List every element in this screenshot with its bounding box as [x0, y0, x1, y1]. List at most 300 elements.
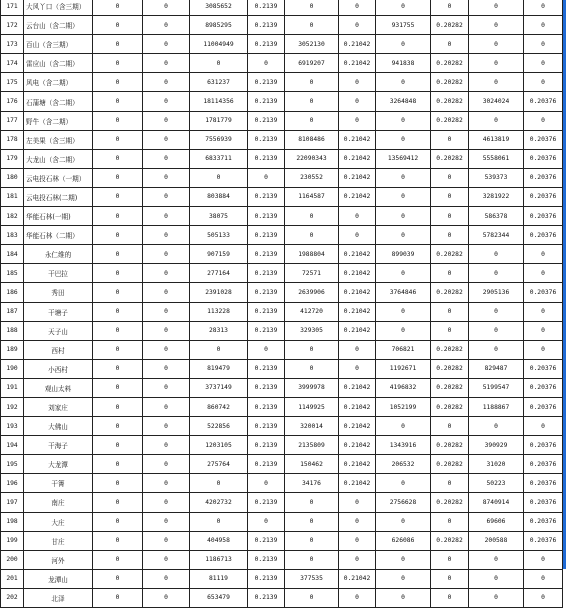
value-cell: 539373: [469, 168, 524, 187]
value-cell: 0: [285, 359, 339, 378]
row-number-cell: 171: [1, 0, 24, 16]
value-cell: 0: [469, 16, 524, 35]
value-cell: 706821: [376, 340, 431, 359]
value-cell: 0: [93, 226, 143, 245]
station-name-cell: 华能石林(一期): [24, 207, 93, 226]
table-row: [1, 187, 563, 206]
value-cell: 3737149: [190, 378, 248, 397]
value-cell: 0: [376, 264, 431, 283]
value-cell: 0: [376, 207, 431, 226]
value-cell: 5199547: [469, 378, 524, 397]
value-cell: 0.2139: [248, 264, 285, 283]
value-cell: 0: [339, 16, 376, 35]
row-number-cell: 199: [1, 531, 24, 550]
table-row: [1, 54, 563, 73]
value-cell: 0: [431, 0, 469, 16]
row-number-cell: 195: [1, 455, 24, 474]
row-number-cell: 177: [1, 111, 24, 130]
value-cell: 22090343: [285, 149, 339, 168]
row-number-cell: 186: [1, 283, 24, 302]
row-number-cell: 201: [1, 569, 24, 588]
value-cell: 0: [376, 168, 431, 187]
row-number-cell: 193: [1, 417, 24, 436]
value-cell: 0: [376, 550, 431, 569]
value-cell: 3764846: [376, 283, 431, 302]
value-cell: 0: [431, 207, 469, 226]
value-cell: 0.20376: [524, 187, 563, 206]
value-cell: 0: [190, 340, 248, 359]
value-cell: 0: [143, 207, 190, 226]
station-name-cell: 大风丫口（含三期）: [24, 0, 93, 16]
value-cell: 0: [143, 73, 190, 92]
value-cell: 0: [431, 264, 469, 283]
value-cell: 4196832: [376, 378, 431, 397]
value-cell: 0.20376: [524, 207, 563, 226]
value-cell: 0.20376: [524, 359, 563, 378]
station-name-cell: 秀田: [24, 283, 93, 302]
value-cell: 0: [431, 187, 469, 206]
value-cell: 8740914: [469, 493, 524, 512]
value-cell: 2905136: [469, 283, 524, 302]
value-cell: 0: [143, 92, 190, 111]
value-cell: 0: [143, 264, 190, 283]
value-cell: 50223: [469, 474, 524, 493]
value-cell: 931755: [376, 16, 431, 35]
value-cell: 0: [93, 569, 143, 588]
value-cell: 0: [190, 54, 248, 73]
row-number-cell: 178: [1, 130, 24, 149]
value-cell: 0: [376, 73, 431, 92]
value-cell: 0: [143, 321, 190, 340]
value-cell: 0.21042: [339, 436, 376, 455]
value-cell: 0: [524, 417, 563, 436]
value-cell: 38075: [190, 207, 248, 226]
value-cell: 329305: [285, 321, 339, 340]
value-cell: 0.20282: [431, 436, 469, 455]
value-cell: 0: [431, 569, 469, 588]
value-cell: 0: [143, 245, 190, 264]
value-cell: 72571: [285, 264, 339, 283]
value-cell: 0.2139: [248, 531, 285, 550]
value-cell: 0: [376, 474, 431, 493]
value-cell: 0: [143, 550, 190, 569]
value-cell: 0: [285, 550, 339, 569]
table-row: [1, 550, 563, 569]
value-cell: 0: [93, 187, 143, 206]
value-cell: 0: [339, 92, 376, 111]
value-cell: 1164587: [285, 187, 339, 206]
station-name-cell: 左美果（含三期）: [24, 130, 93, 149]
value-cell: 0: [93, 111, 143, 130]
value-cell: 0: [469, 569, 524, 588]
value-cell: 0: [376, 321, 431, 340]
value-cell: 0: [469, 340, 524, 359]
value-cell: 0: [285, 111, 339, 130]
value-cell: 18114356: [190, 92, 248, 111]
value-cell: 0: [431, 130, 469, 149]
value-cell: 0: [93, 16, 143, 35]
value-cell: 0: [93, 149, 143, 168]
value-cell: 1052199: [376, 397, 431, 416]
value-cell: 113228: [190, 302, 248, 321]
value-cell: 3264848: [376, 92, 431, 111]
value-cell: 0.2139: [248, 35, 285, 54]
value-cell: 0: [524, 35, 563, 54]
value-cell: 0: [93, 359, 143, 378]
table-row: [1, 207, 563, 226]
station-name-cell: 南庄: [24, 493, 93, 512]
row-number-cell: 176: [1, 92, 24, 111]
value-cell: 0.20282: [431, 283, 469, 302]
value-cell: 0: [285, 493, 339, 512]
station-name-cell: 干海子: [24, 436, 93, 455]
value-cell: 0.21042: [339, 245, 376, 264]
station-name-cell: 小西村: [24, 359, 93, 378]
table-row: [1, 264, 563, 283]
table-row: [1, 35, 563, 54]
value-cell: 0: [248, 168, 285, 187]
value-cell: 0: [431, 512, 469, 531]
row-number-cell: 173: [1, 35, 24, 54]
value-cell: 0: [143, 455, 190, 474]
station-name-cell: 云电投石林（一期）: [24, 168, 93, 187]
value-cell: 31020: [469, 455, 524, 474]
row-number-cell: 192: [1, 397, 24, 416]
value-cell: 0.20282: [431, 16, 469, 35]
value-cell: 0: [376, 588, 431, 607]
table-row: [1, 474, 563, 493]
value-cell: 0.20376: [524, 512, 563, 531]
value-cell: 0: [431, 417, 469, 436]
row-number-cell: 175: [1, 73, 24, 92]
value-cell: 0: [285, 340, 339, 359]
value-cell: 0: [143, 378, 190, 397]
value-cell: 0.2139: [248, 302, 285, 321]
value-cell: 8108486: [285, 130, 339, 149]
value-cell: 0.20282: [431, 493, 469, 512]
row-number-cell: 188: [1, 321, 24, 340]
value-cell: 0.2139: [248, 569, 285, 588]
value-cell: 0: [431, 474, 469, 493]
value-cell: 4613819: [469, 130, 524, 149]
value-cell: 0: [524, 550, 563, 569]
value-cell: 0.21042: [339, 474, 376, 493]
table-row: [1, 149, 563, 168]
value-cell: 206532: [376, 455, 431, 474]
value-cell: 0: [524, 340, 563, 359]
station-name-cell: 大佛山: [24, 417, 93, 436]
value-cell: 4202732: [190, 493, 248, 512]
table-row: [1, 226, 563, 245]
value-cell: 6833711: [190, 149, 248, 168]
value-cell: 0.20376: [524, 436, 563, 455]
value-cell: 0: [524, 245, 563, 264]
value-cell: 0: [248, 512, 285, 531]
value-cell: 0: [524, 54, 563, 73]
value-cell: 2756628: [376, 493, 431, 512]
value-cell: 0: [339, 588, 376, 607]
value-cell: 69606: [469, 512, 524, 531]
value-cell: 0: [339, 531, 376, 550]
value-cell: 0.20282: [431, 397, 469, 416]
value-cell: 0: [469, 321, 524, 340]
value-cell: 0: [93, 455, 143, 474]
station-name-cell: 西村: [24, 340, 93, 359]
table-body: [1, 0, 563, 608]
table-row: [1, 111, 563, 130]
value-cell: 0: [376, 302, 431, 321]
row-number-cell: 196: [1, 474, 24, 493]
value-cell: 0: [93, 493, 143, 512]
value-cell: 0.21042: [339, 35, 376, 54]
value-cell: 0: [524, 264, 563, 283]
value-cell: 0: [93, 92, 143, 111]
value-cell: 0: [285, 92, 339, 111]
value-cell: 0.20282: [431, 359, 469, 378]
table-row: [1, 0, 563, 16]
value-cell: 0: [93, 474, 143, 493]
value-cell: 0: [143, 474, 190, 493]
value-cell: 0: [376, 417, 431, 436]
value-cell: 320014: [285, 417, 339, 436]
value-cell: 0: [469, 0, 524, 16]
value-cell: 0.21042: [339, 302, 376, 321]
table-row: [1, 493, 563, 512]
value-cell: 0: [93, 168, 143, 187]
value-cell: 0: [143, 0, 190, 16]
value-cell: 0: [431, 588, 469, 607]
value-cell: 0: [190, 512, 248, 531]
value-cell: 0: [524, 588, 563, 607]
value-cell: 0.21042: [339, 187, 376, 206]
value-cell: 0: [143, 302, 190, 321]
value-cell: 0.2139: [248, 359, 285, 378]
value-cell: 0: [93, 588, 143, 607]
value-cell: 0: [469, 588, 524, 607]
table-row: [1, 417, 563, 436]
station-name-cell: 河外: [24, 550, 93, 569]
value-cell: 0: [143, 436, 190, 455]
value-cell: 0: [143, 35, 190, 54]
value-cell: 0.2139: [248, 436, 285, 455]
row-number-cell: 191: [1, 378, 24, 397]
value-cell: 34176: [285, 474, 339, 493]
table-row: [1, 455, 563, 474]
value-cell: 626086: [376, 531, 431, 550]
station-name-cell: 刘家庄: [24, 397, 93, 416]
station-name-cell: 华能石林（二期）: [24, 226, 93, 245]
row-number-cell: 194: [1, 436, 24, 455]
value-cell: 0: [376, 226, 431, 245]
value-cell: 0: [339, 550, 376, 569]
value-cell: 0.21042: [339, 264, 376, 283]
value-cell: 1188867: [469, 397, 524, 416]
value-cell: 1186713: [190, 550, 248, 569]
value-cell: 0: [93, 436, 143, 455]
value-cell: 0.20282: [431, 455, 469, 474]
value-cell: 0: [143, 187, 190, 206]
value-cell: 803884: [190, 187, 248, 206]
value-cell: 0: [143, 16, 190, 35]
window-edge: [563, 0, 566, 569]
station-name-cell: 大庄: [24, 512, 93, 531]
value-cell: 0: [339, 73, 376, 92]
value-cell: 1988804: [285, 245, 339, 264]
value-cell: 2639906: [285, 283, 339, 302]
value-cell: 0: [285, 0, 339, 16]
value-cell: 13569412: [376, 149, 431, 168]
value-cell: 0.2139: [248, 455, 285, 474]
value-cell: 0: [431, 35, 469, 54]
value-cell: 0: [431, 550, 469, 569]
station-name-cell: 北泽: [24, 588, 93, 607]
table-row: [1, 130, 563, 149]
value-cell: 0.20376: [524, 130, 563, 149]
value-cell: 0: [190, 168, 248, 187]
value-cell: 0: [524, 73, 563, 92]
value-cell: 0.20376: [524, 378, 563, 397]
station-name-cell: 干塘子: [24, 302, 93, 321]
value-cell: 0: [339, 207, 376, 226]
value-cell: 0: [93, 35, 143, 54]
value-cell: 0: [376, 0, 431, 16]
value-cell: 0: [143, 569, 190, 588]
value-cell: 829487: [469, 359, 524, 378]
value-cell: 0: [143, 588, 190, 607]
value-cell: 0: [469, 35, 524, 54]
row-number-cell: 189: [1, 340, 24, 359]
value-cell: 81119: [190, 569, 248, 588]
value-cell: 0.20282: [431, 245, 469, 264]
value-cell: 0.2139: [248, 283, 285, 302]
table-row: [1, 359, 563, 378]
row-number-cell: 190: [1, 359, 24, 378]
value-cell: 0.21042: [339, 149, 376, 168]
value-cell: 0: [143, 168, 190, 187]
value-cell: 0: [93, 417, 143, 436]
table-row: [1, 436, 563, 455]
value-cell: 0: [143, 512, 190, 531]
value-cell: 0.20282: [431, 54, 469, 73]
value-cell: 0: [339, 226, 376, 245]
value-cell: 2135809: [285, 436, 339, 455]
value-cell: 1192671: [376, 359, 431, 378]
value-cell: 0: [339, 111, 376, 130]
value-cell: 0: [469, 417, 524, 436]
value-cell: 0.2139: [248, 187, 285, 206]
value-cell: 0: [376, 35, 431, 54]
station-name-cell: 云台山（含二期）: [24, 16, 93, 35]
value-cell: 0.21042: [339, 569, 376, 588]
row-number-cell: 172: [1, 16, 24, 35]
value-cell: 1781779: [190, 111, 248, 130]
value-cell: 0: [93, 0, 143, 16]
value-cell: 0.2139: [248, 417, 285, 436]
station-name-cell: 干箐: [24, 474, 93, 493]
value-cell: 819479: [190, 359, 248, 378]
value-cell: 0: [190, 474, 248, 493]
value-cell: 0: [524, 111, 563, 130]
row-number-cell: 174: [1, 54, 24, 73]
value-cell: 0.21042: [339, 455, 376, 474]
value-cell: 0: [93, 264, 143, 283]
value-cell: 0.20282: [431, 92, 469, 111]
value-cell: 0: [376, 111, 431, 130]
row-number-cell: 183: [1, 226, 24, 245]
value-cell: 0.21042: [339, 378, 376, 397]
value-cell: 0: [143, 226, 190, 245]
value-cell: 0: [339, 359, 376, 378]
value-cell: 8985295: [190, 16, 248, 35]
value-cell: 0: [431, 226, 469, 245]
value-cell: 5782344: [469, 226, 524, 245]
row-number-cell: 185: [1, 264, 24, 283]
value-cell: 0.20282: [431, 73, 469, 92]
value-cell: 0.2139: [248, 0, 285, 16]
station-name-cell: 风电（含二期）: [24, 73, 93, 92]
value-cell: 0.20282: [431, 149, 469, 168]
table-row: [1, 397, 563, 416]
value-cell: 0: [524, 321, 563, 340]
value-cell: 0: [524, 16, 563, 35]
value-cell: 505133: [190, 226, 248, 245]
row-number-cell: 179: [1, 149, 24, 168]
value-cell: 0: [469, 111, 524, 130]
value-cell: 631237: [190, 73, 248, 92]
value-cell: 0: [143, 531, 190, 550]
value-cell: 0: [93, 283, 143, 302]
value-cell: 0.2139: [248, 378, 285, 397]
value-cell: 0: [285, 226, 339, 245]
station-name-cell: 百山（含三期）: [24, 35, 93, 54]
table-row: [1, 588, 563, 607]
value-cell: 0: [376, 130, 431, 149]
value-cell: 0.2139: [248, 130, 285, 149]
row-number-cell: 184: [1, 245, 24, 264]
value-cell: 404958: [190, 531, 248, 550]
value-cell: 0: [93, 512, 143, 531]
value-cell: 3052130: [285, 35, 339, 54]
value-cell: 6919207: [285, 54, 339, 73]
row-number-cell: 180: [1, 168, 24, 187]
value-cell: 0: [93, 130, 143, 149]
row-number-cell: 187: [1, 302, 24, 321]
row-number-cell: 197: [1, 493, 24, 512]
value-cell: 0.20376: [524, 92, 563, 111]
value-cell: 0: [469, 550, 524, 569]
table-row: [1, 569, 563, 588]
value-cell: 1203105: [190, 436, 248, 455]
station-name-cell: 大龙山（含二期）: [24, 149, 93, 168]
value-cell: 3281922: [469, 187, 524, 206]
value-cell: 0: [339, 493, 376, 512]
value-cell: 0: [93, 340, 143, 359]
station-name-cell: 观山太料: [24, 378, 93, 397]
row-number-cell: 181: [1, 187, 24, 206]
station-name-cell: 云电投石林(二期): [24, 187, 93, 206]
value-cell: 522856: [190, 417, 248, 436]
value-cell: 150462: [285, 455, 339, 474]
value-cell: 0: [469, 73, 524, 92]
value-cell: 0: [285, 512, 339, 531]
value-cell: 377535: [285, 569, 339, 588]
value-cell: 0: [93, 73, 143, 92]
value-cell: 0: [93, 207, 143, 226]
value-cell: 0: [285, 73, 339, 92]
value-cell: 2391028: [190, 283, 248, 302]
value-cell: 3085652: [190, 0, 248, 16]
value-cell: 0: [143, 111, 190, 130]
